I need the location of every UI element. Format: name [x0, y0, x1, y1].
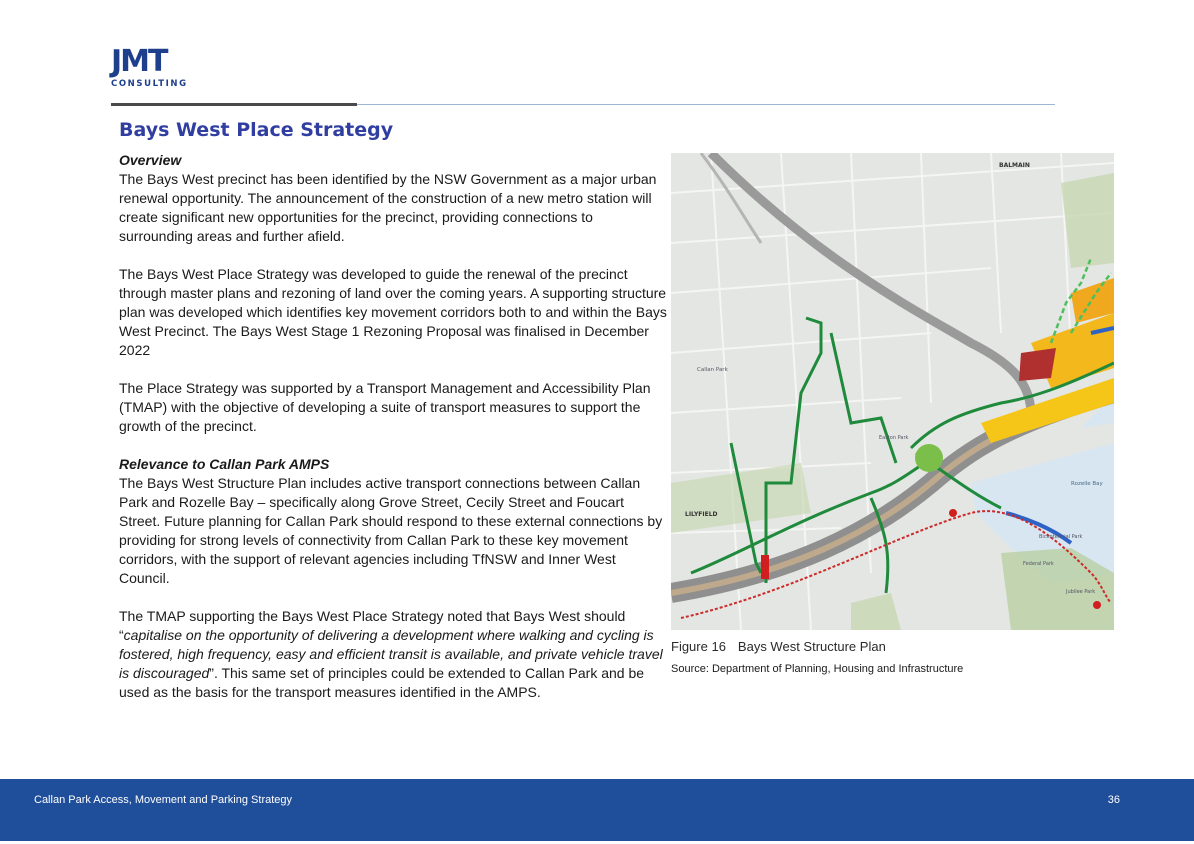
map-label-jubilee-park: Jubilee Park [1066, 589, 1096, 595]
map-label-bicentennial-park: Bicentennial Park [1039, 534, 1083, 540]
relevance-paragraph-2 [119, 607, 669, 702]
relevance-heading: Relevance to Callan Park AMPS [119, 456, 330, 472]
page-footer [0, 779, 1194, 841]
logo-mark: JMT [111, 44, 167, 79]
structure-plan-map [671, 153, 1114, 630]
map-label-callan-park: Callan Park [697, 367, 728, 373]
map-label-lilyfield: LILYFIELD [685, 511, 718, 518]
figure-number: Figure 16 [671, 639, 726, 654]
overview-paragraph-1: The Bays West precinct has been identified by the NSW Government as a major urban renewal opportunity. The announcement of the construction of a new metro station will create significant new opportunities for the precinct, providing connections to surrounding areas and further afield. [119, 171, 657, 244]
map-label-federal-park: Federal Park [1023, 561, 1054, 567]
jmt-logo [111, 44, 191, 91]
overview-heading: Overview [119, 152, 182, 168]
map-label-easton-park: Easton Park [879, 435, 909, 441]
relevance-paragraph-1: The Bays West Structure Plan includes active transport connections between Callan Park and Rozelle Bay – specifically along Grove Street, Cecily Street and Foucart Street. Future planning for Callan Park should respond to these external connections by providing for strong levels of connectivity from Callan Park to these key movement corridors, with the support of relevant agencies including TfNSW and Inner West Council. [119, 475, 663, 586]
header-rule-dark [111, 103, 357, 106]
relevance-p2-end: ”. This same set of principles could be extended to Callan Park and be used as the basis for the transport measures identified in the AMPS. [119, 665, 645, 700]
relevance-p2-start: The TMAP supporting the Bays West Place Strategy noted that Bays West should “ [119, 608, 626, 643]
footer-document-title: Callan Park Access, Movement and Parking Strategy [34, 794, 293, 806]
overview-paragraph-2: The Bays West Place Strategy was developed to guide the renewal of the precinct through master plans and rezoning of land over the coming years. A supporting structure plan was developed which identifies key movement corridors both to and within the Bays West Precinct. The Bays West Stage 1 Rezoning Proposal was finalised in December 2022 [119, 266, 667, 358]
logo-subtitle: CONSULTING [111, 79, 188, 89]
figure-caption [671, 639, 886, 654]
map-label-rozelle-bay: Rozelle Bay [1071, 481, 1103, 487]
footer-page-number: 36 [1107, 794, 1120, 806]
overview-paragraph-3: The Place Strategy was supported by a Transport Management and Accessibility Plan (TMAP) with the objective of developing a suite of transport measures to support the growth of the precinct. [119, 380, 651, 434]
map-label-balmain: BALMAIN [999, 162, 1030, 169]
tmap-quote: capitalise on the opportunity of delivering a development where walking and cycling is fostered, high frequency, easy and efficient transit is available, and private vehicle travel is discouraged [119, 627, 663, 681]
figure-title: Bays West Structure Plan [737, 639, 886, 654]
map-svg [671, 153, 1114, 630]
figure-source: Source: Department of Planning, Housing and Infrastructure [671, 663, 964, 675]
header-rule-light [357, 104, 1055, 105]
page-title: Bays West Place Strategy [119, 119, 394, 141]
body-text [119, 151, 669, 702]
